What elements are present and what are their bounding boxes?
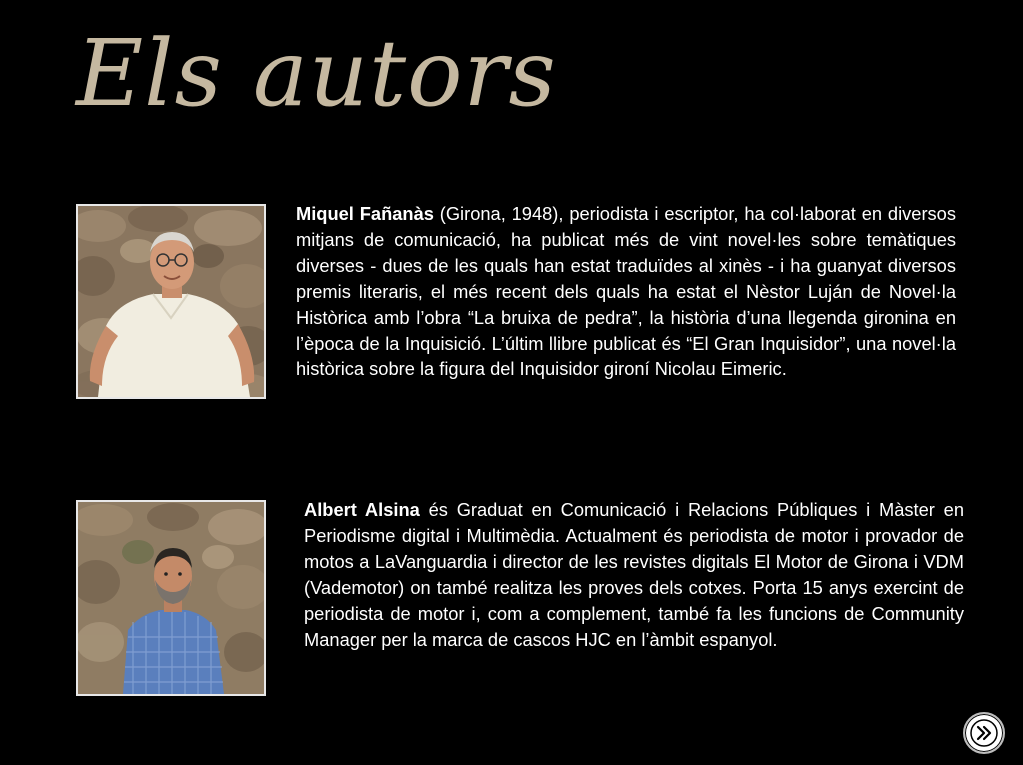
author-bio-text: és Graduat en Comunicació i Relacions Públiques i Màster en Periodisme digital i Multimèdia. Actualment és periodista de motor i provador de motos a LaVanguardia i director de les revistes digitals El Motor de Girona i VDM (Vademotor) on també realitza les proves dels cotxes. Porta 15 anys exercint de periodista de motor i, com a complement, també fa les funcions de Community Manager per la marca de cascos HJC en l’àmbit espanyol. [304,499,964,650]
author-bio-albert-alsina [304,497,964,652]
author-portrait-image [78,502,264,694]
author-photo-albert-alsina [76,500,266,696]
author-bio-miquel-fananas [296,201,956,382]
page-title: Els autors [76,20,557,127]
author-bio-text: (Girona, 1948), periodista i escriptor, ha col·laborat en diversos mitjans de comunicació, ha publicat més de vint novel·les sobre temàtiques diverses - dues de les quals han estat traduïdes al xinès - i ha guanyat diversos premis literaris, el més recent dels quals ha estat el Nèstor Luján de Novel·la Històrica amb l’obra “La bruixa de pedra”, la història d’una llegenda gironina en l’època de la Inquisició. L’últim llibre publicat és “El Gran Inquisidor”, una novel·la històrica sobre la figura del Inquisidor gironí Nicolau Eimeric. [296,203,956,380]
author-name: Miquel Fañanàs [296,203,434,224]
double-chevron-right-icon [969,718,999,748]
author-portrait-image [78,206,264,397]
author-name: Albert Alsina [304,499,420,520]
next-page-button[interactable] [963,712,1005,754]
author-photo-miquel-fananas [76,204,266,399]
